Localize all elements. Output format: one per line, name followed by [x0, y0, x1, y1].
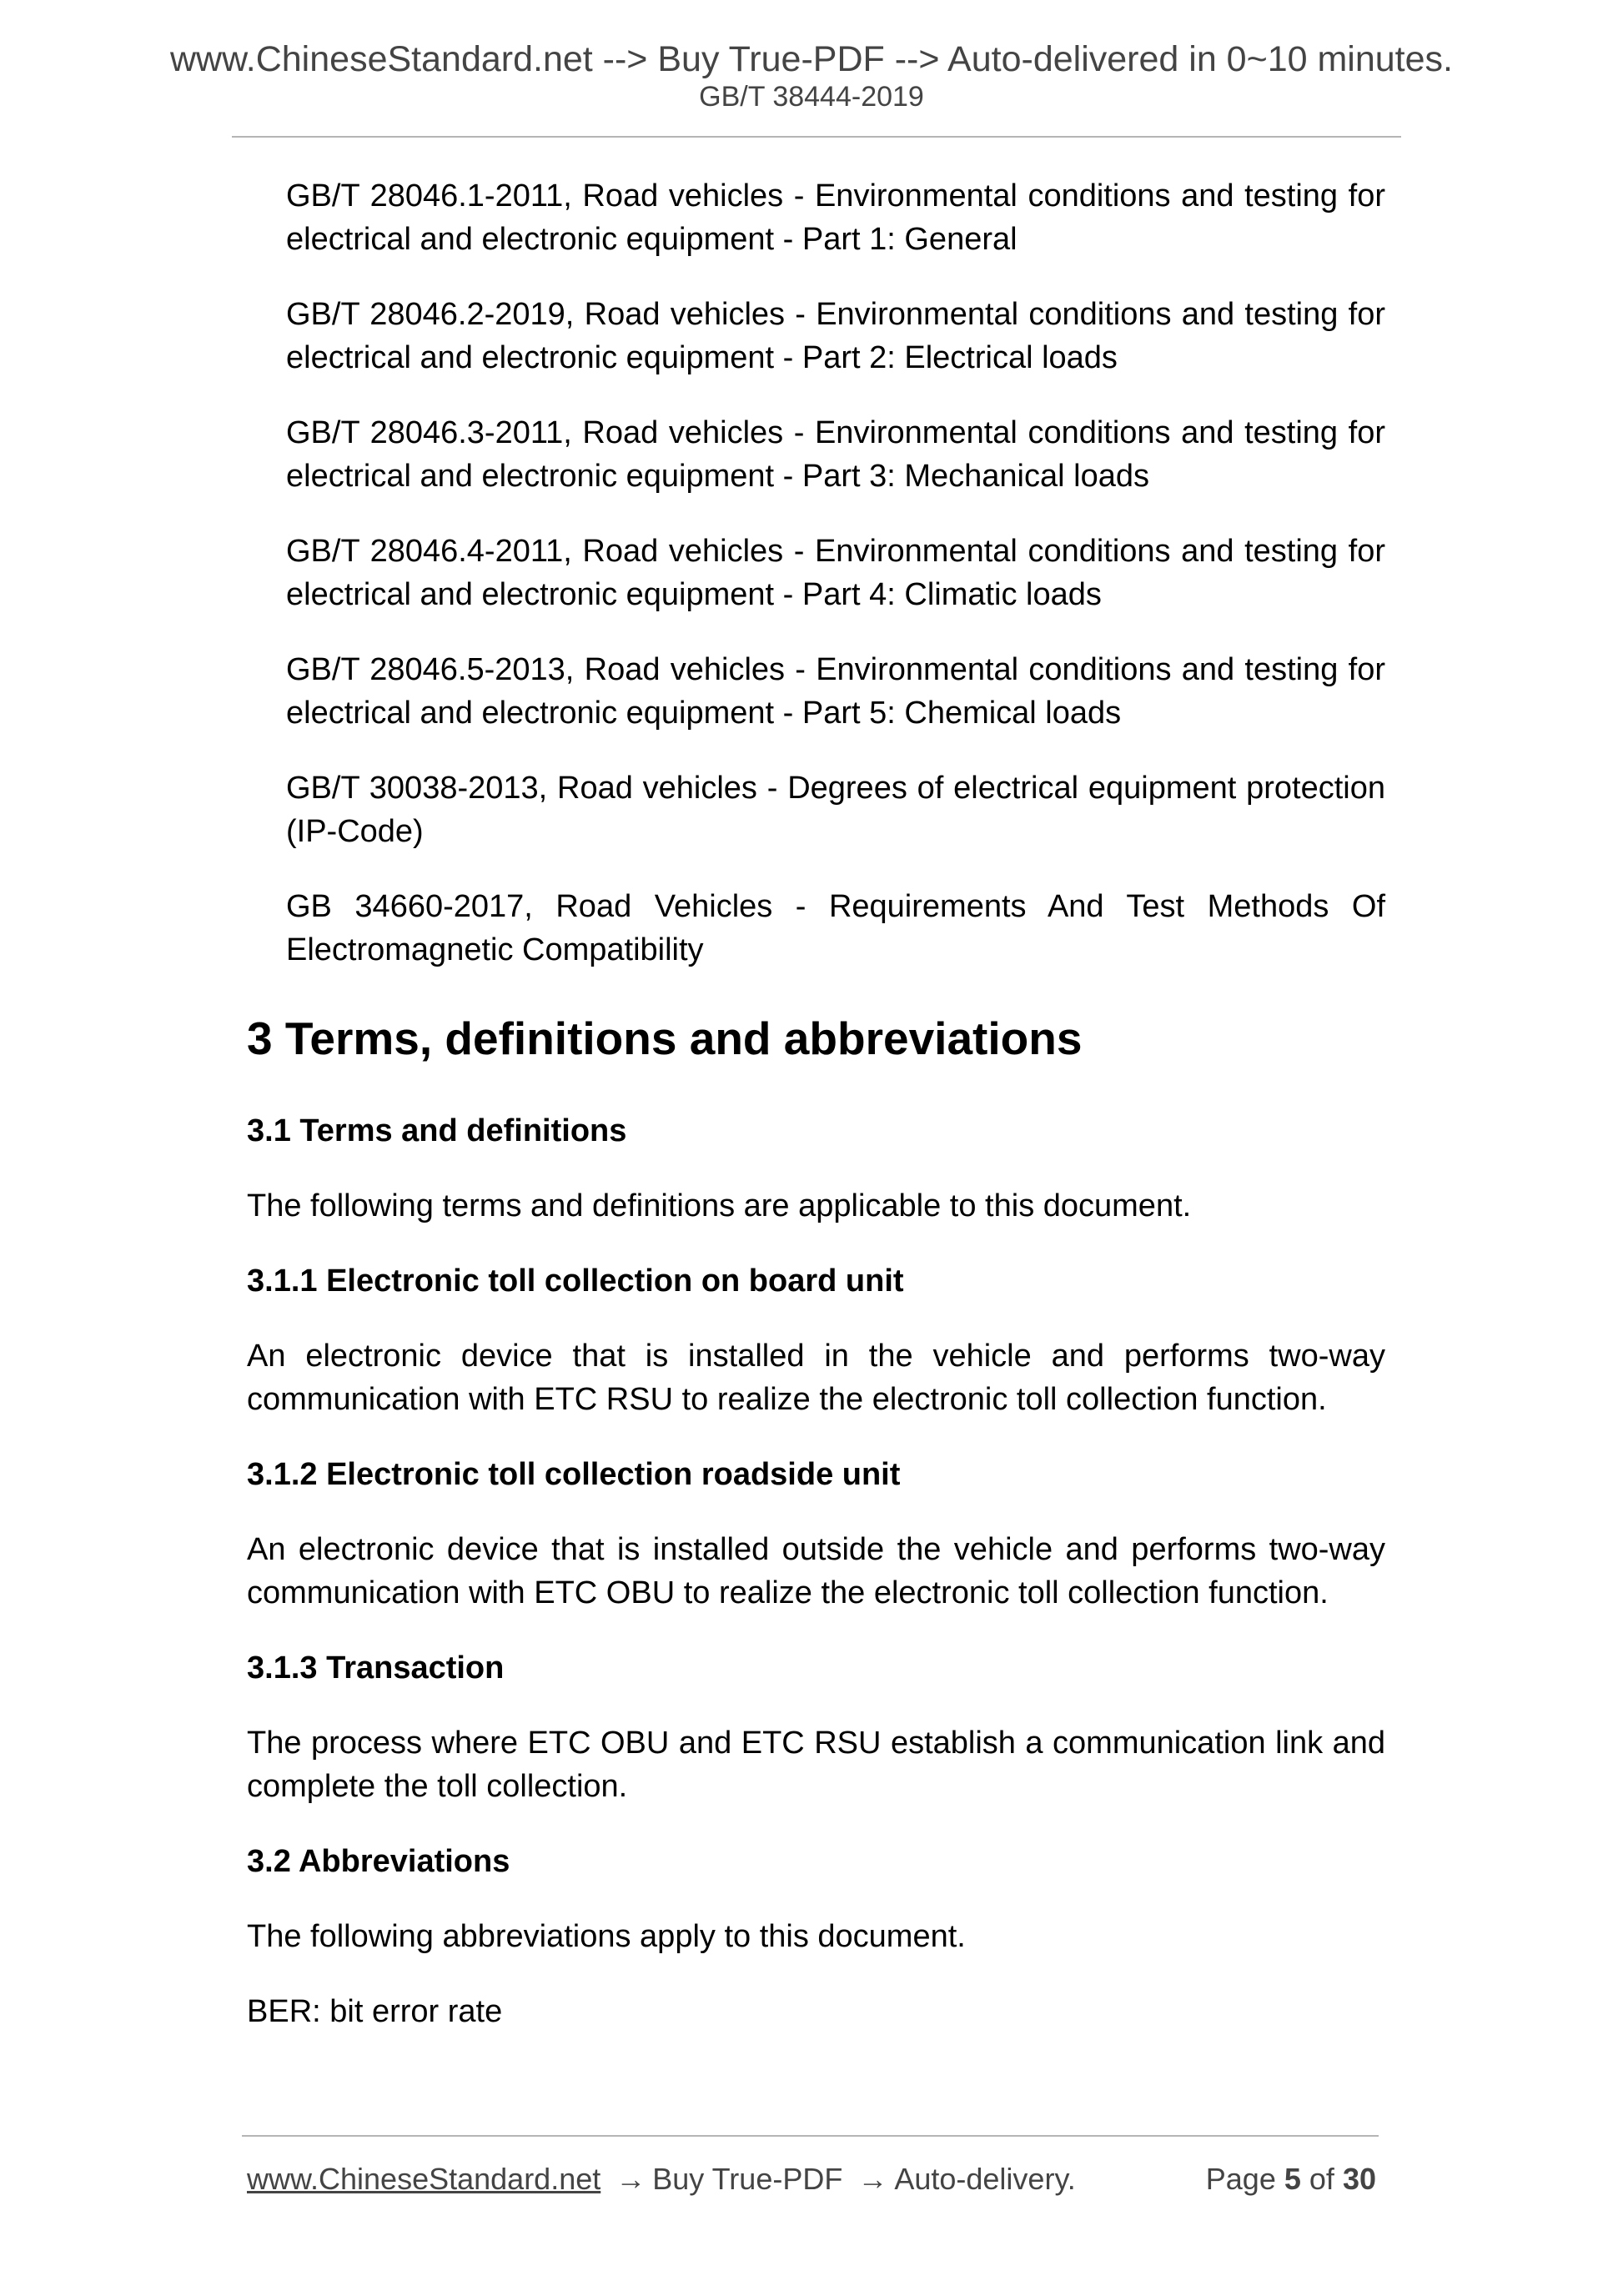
term-definition: The process where ETC OBU and ETC RSU establish a communication link and complete the toll collection. [247, 1725, 1385, 1804]
term-definition: An electronic device that is installed in the vehicle and performs two-way communication with ETC RSU to realize the electronic toll collection function. [247, 1338, 1385, 1417]
footer-divider [242, 2135, 1379, 2137]
page-indicator [1206, 2161, 1376, 2197]
reference-item: GB/T 28046.3-2011, Road vehicles - Environmental conditions and testing for electrical and electronic equipment - Part 3: Mechanical loads [286, 415, 1385, 494]
normative-references-list [286, 174, 1385, 1003]
term-heading: 3.1.3 Transaction [247, 1650, 505, 1686]
term-heading: 3.1.1 Electronic toll collection on board unit [247, 1263, 904, 1299]
site-link[interactable]: www.ChineseStandard.net [247, 2162, 601, 2196]
reference-item: GB/T 30038-2013, Road vehicles - Degrees of electrical equipment protection (IP-Code) [286, 771, 1385, 849]
page-number: 5 [1284, 2162, 1301, 2196]
paragraph: The following terms and definitions are applicable to this document. [247, 1188, 1192, 1223]
abbreviation-entry: BER: bit error rate [247, 1993, 503, 2029]
subsection-heading: 3.2 Abbreviations [247, 1843, 510, 1879]
document-code: GB/T 38444-2019 [699, 81, 924, 113]
reference-item: GB 34660-2017, Road Vehicles - Requirements And Test Methods Of Electromagnetic Compatibility [286, 889, 1385, 967]
term-definition: An electronic device that is installed outside the vehicle and performs two-way communication with ETC OBU to realize the electronic toll collection function. [247, 1531, 1385, 1610]
page-total: 30 [1342, 2162, 1376, 2196]
footer-auto-text: Auto-delivery. [894, 2162, 1076, 2196]
reference-item: GB/T 28046.2-2019, Road vehicles - Environmental conditions and testing for electrical and electronic equipment - Part 2: Electrical loads [286, 297, 1385, 375]
section-3 [247, 1013, 1385, 2065]
reference-item: GB/T 28046.1-2011, Road vehicles - Environmental conditions and testing for electrical and electronic equipment - Part 1: General [286, 178, 1385, 257]
subsection-heading: 3.1 Terms and definitions [247, 1113, 627, 1148]
arrow-right-icon: → [616, 2162, 646, 2196]
of-label: of [1309, 2162, 1334, 2196]
header-divider [232, 136, 1401, 138]
footer-promo [247, 2161, 1076, 2197]
arrow-right-icon: → [857, 2162, 888, 2196]
reference-item: GB/T 28046.5-2013, Road vehicles - Environmental conditions and testing for electrical and electronic equipment - Part 5: Chemical loads [286, 652, 1385, 731]
page-label: Page [1205, 2162, 1276, 2196]
term-heading: 3.1.2 Electronic toll collection roadside unit [247, 1456, 901, 1492]
paragraph: The following abbreviations apply to this document. [247, 1918, 966, 1954]
section-heading: 3 Terms, definitions and abbreviations [247, 1012, 1083, 1064]
footer-buy-text: Buy True-PDF [652, 2162, 843, 2196]
top-banner: www.ChineseStandard.net --> Buy True-PDF --> Auto-delivered in 0~10 minutes. [169, 39, 1453, 79]
reference-item: GB/T 28046.4-2011, Road vehicles - Environmental conditions and testing for electrical and electronic equipment - Part 4: Climatic loads [286, 534, 1385, 612]
